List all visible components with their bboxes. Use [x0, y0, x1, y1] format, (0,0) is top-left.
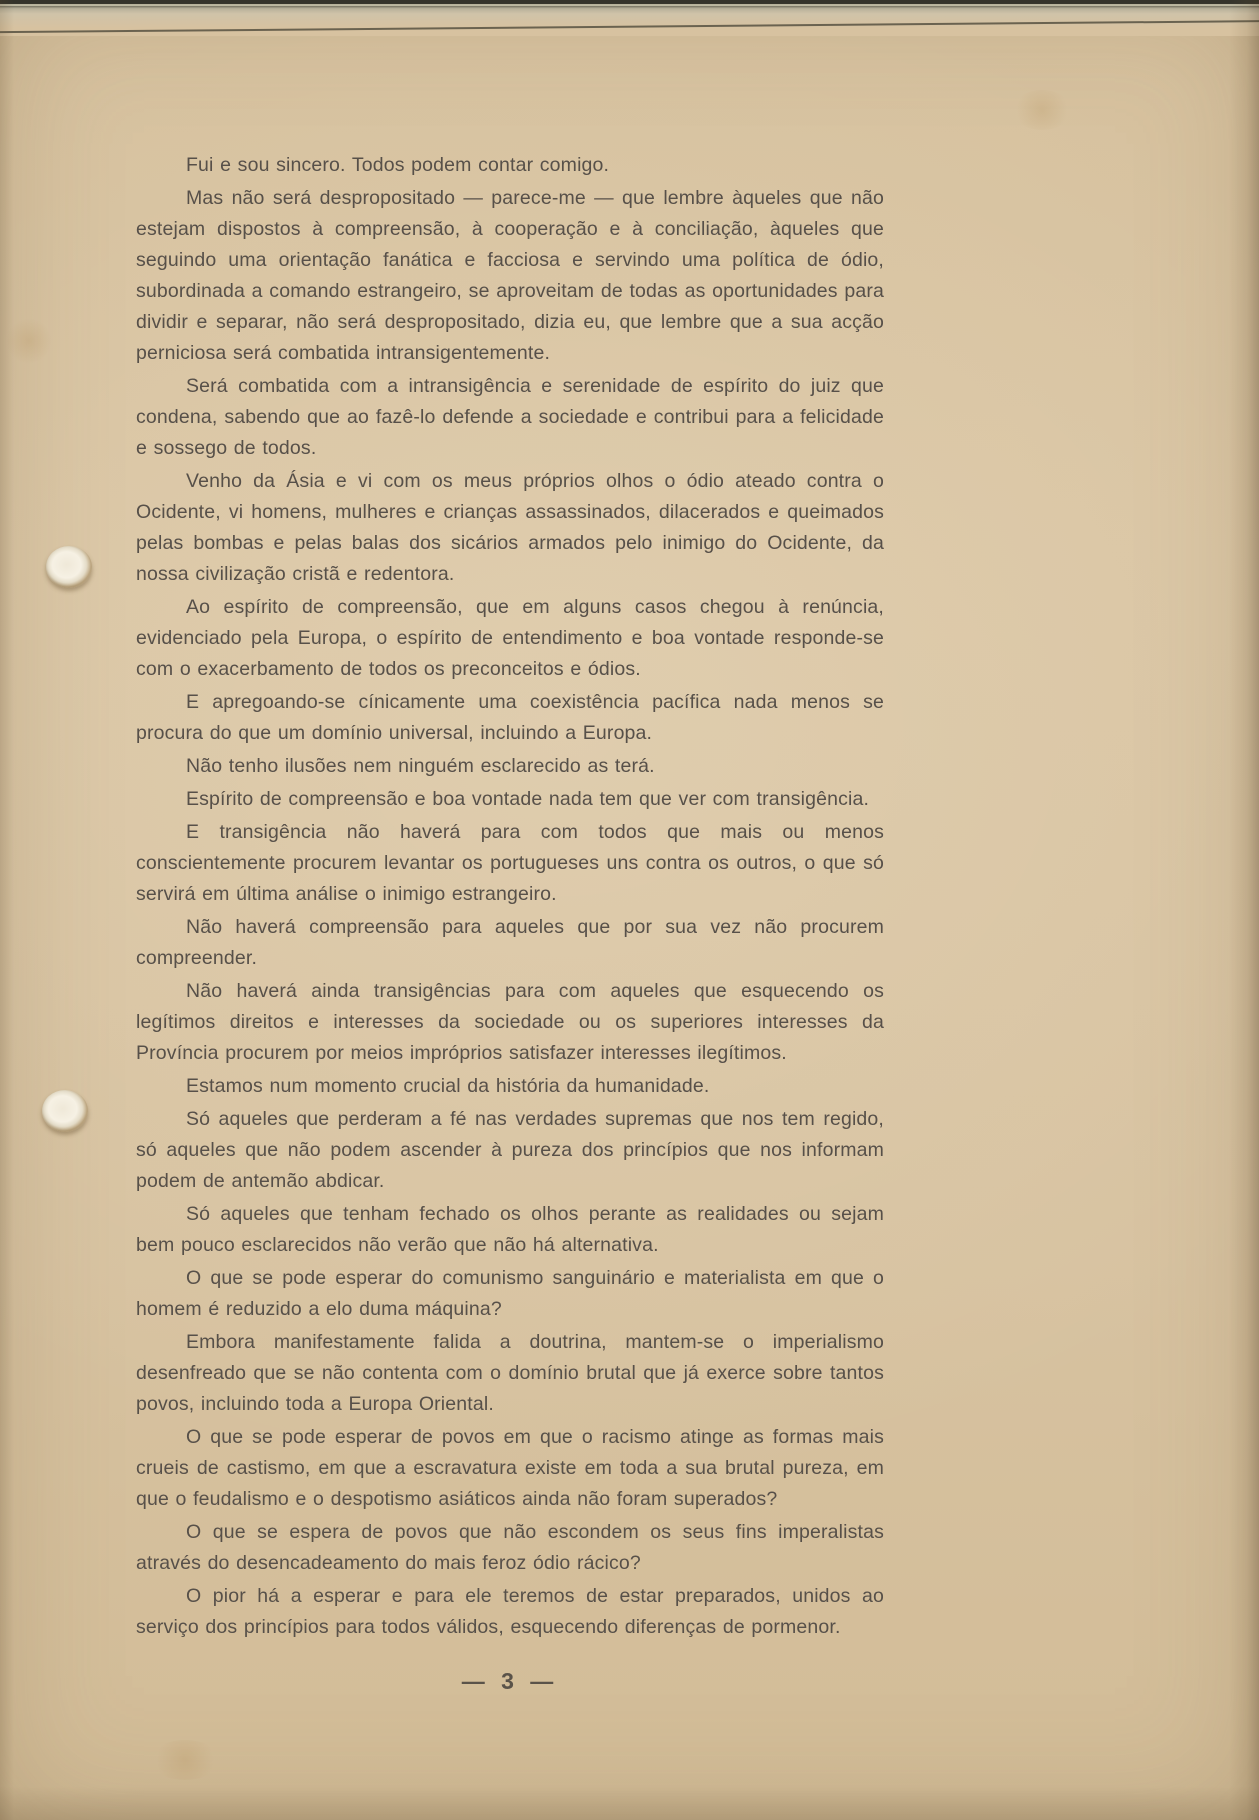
paragraph: Estamos num momento crucial da história da humanidade.: [186, 1075, 710, 1097]
paragraph: Fui e sou sincero. Todos podem contar comigo.: [186, 154, 610, 176]
paper-stain: [1012, 90, 1072, 130]
paragraph: Ao espírito de compreensão, que em alguns casos chegou à renúncia, evidenciado pela Europa, o espírito de entendimento e boa vontade responde-se com o exacerbamento de todos os preconceitos e ódios.: [136, 596, 884, 680]
paper-stain: [6, 318, 52, 364]
page-text: [136, 150, 884, 1645]
paragraph: E transigência não haverá para com todos que mais ou menos conscientemente procurem levantar os portugueses uns contra os outros, o que só servirá em última análise o inimigo estrangeiro.: [136, 821, 884, 905]
paragraph: Só aqueles que perderam a fé nas verdades supremas que nos tem regido, só aqueles que não podem ascender à pureza dos princípios que nos informam podem de antemão abdicar.: [136, 1108, 884, 1192]
paper-stain: [150, 1740, 220, 1780]
paragraph: Mas não será despropositado — parece-me — que lembre àqueles que não estejam dispostos à compreensão, à cooperação e à conciliação, àqueles que seguindo uma orientação fanática e facciosa e servindo uma política de ódio, subordinada a comando estrangeiro, se aproveitam de todas as oportunidades para dividir e separar, não será despropositado, dizia eu, que lembre que a sua acção perniciosa será combatida intransigentemente.: [136, 187, 884, 364]
paragraph: Não tenho ilusões nem ninguém esclarecido as terá.: [186, 755, 655, 777]
left-edge-shading: [0, 0, 14, 1820]
paragraph: O que se pode esperar do comunismo sanguinário e materialista em que o homem é reduzido a elo duma máquina?: [136, 1267, 884, 1320]
paragraph: Espírito de compreensão e boa vontade nada tem que ver com transigência.: [186, 788, 870, 810]
paragraph: E apregoando-se cínicamente uma coexistência pacífica nada menos se procura do que um domínio universal, incluindo a Europa.: [136, 691, 884, 744]
paragraph: Será combatida com a intransigência e serenidade de espírito do juiz que condena, sabendo que ao fazê-lo defende a sociedade e contribui para a felicidade e sossego de todos.: [136, 375, 884, 459]
paragraph: Venho da Ásia e vi com os meus próprios olhos o ódio ateado contra o Ocidente, vi homens, mulheres e crianças assassinados, dilacerados e queimados pelas bombas e pelas balas dos sicários armados pelo inimigo do Ocidente, da nossa civilização cristã e redentora.: [136, 470, 884, 585]
paragraph: O pior há a esperar e para ele teremos de estar preparados, unidos ao serviço dos princípios para todos válidos, esquecendo diferenças de pormenor.: [136, 1585, 884, 1638]
punch-hole-bottom: [42, 1090, 88, 1132]
page-edge-line: [0, 20, 1259, 33]
punch-hole-top: [46, 546, 92, 588]
paragraph: Não haverá ainda transigências para com aqueles que esquecendo os legítimos direitos e interesses da sociedade ou os superiores interesses da Província procurem por meios impróprios satisfazer interesses ilegítimos.: [136, 980, 884, 1064]
paragraph: O que se pode esperar de povos em que o racismo atinge as formas mais crueis de castismo, em que a escravatura existe em toda a sua brutal pureza, em que o feudalismo e o despotismo asiáticos ainda não foram superados?: [136, 1426, 884, 1510]
right-edge-shading: [1229, 0, 1259, 1820]
page-top-edge: [0, 0, 1259, 36]
paragraph: Embora manifestamente falida a doutrina, mantem-se o imperialismo desenfreado que se não contenta com o domínio brutal que já exerce sobre tantos povos, incluindo toda a Europa Oriental.: [136, 1331, 884, 1415]
paragraph: O que se espera de povos que não escondem os seus fins imperalistas através do desencadeamento do mais feroz ódio rácico?: [136, 1521, 884, 1574]
paragraph: Não haverá compreensão para aqueles que por sua vez não procurem compreender.: [136, 916, 884, 969]
page-number: — 3 —: [461, 1668, 559, 1694]
paragraph: Só aqueles que tenham fechado os olhos perante as realidades ou sejam bem pouco esclarecidos não verão que não há alternativa.: [136, 1203, 884, 1256]
bottom-edge-shading: [0, 1786, 1259, 1820]
page-edge-highlight: [0, 4, 1259, 6]
